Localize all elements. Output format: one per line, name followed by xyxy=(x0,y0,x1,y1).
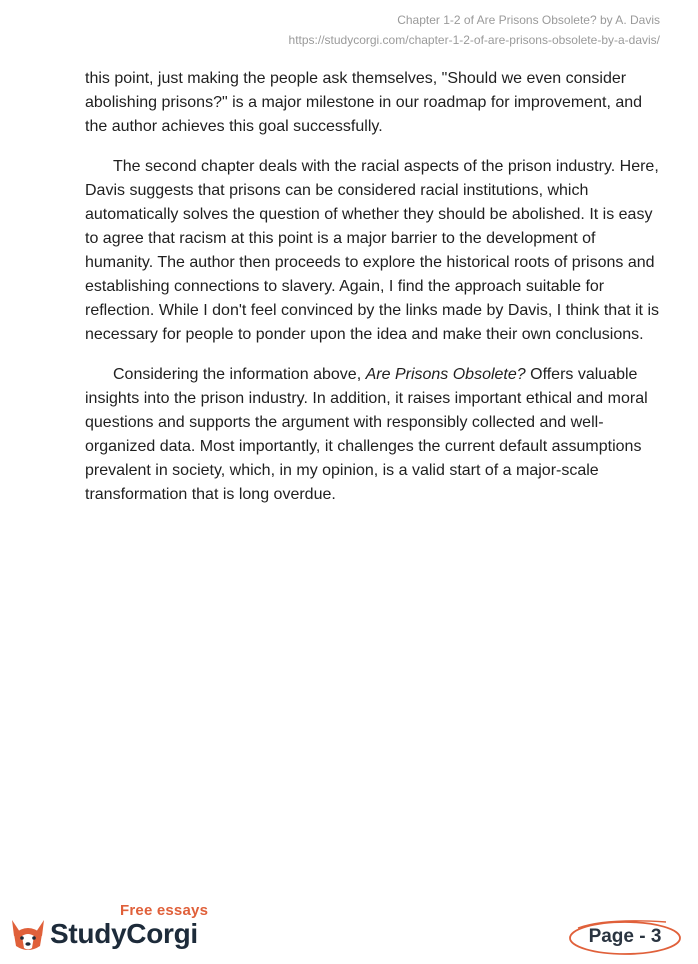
source-url[interactable]: https://studycorgi.com/chapter-1-2-of-are-prisons-obsolete-by-a-davis/ xyxy=(288,33,660,47)
studycorgi-logo[interactable] xyxy=(8,902,238,958)
document-title: Chapter 1-2 of Are Prisons Obsolete? by A. Davis xyxy=(397,13,660,27)
essay-body xyxy=(85,67,665,523)
corgi-icon xyxy=(8,914,48,954)
page-number-label: Page - 3 xyxy=(588,926,662,947)
book-title-italic: Are Prisons Obsolete? xyxy=(365,366,526,383)
page-header xyxy=(289,10,660,50)
brand-name: StudyCorgi xyxy=(50,918,198,949)
paragraph-3-rest: Offers valuable insights into the prison industry. In addition, it raises important ethical and moral questions and supports the argument with responsibly collected and well-organized data. Most importantly, it challenges the current default assumptions prevalent in society, which, in my opinion, is a valid start of a major-scale transformation that is long overdue. xyxy=(85,366,648,503)
free-essays-tagline: Free essays xyxy=(120,902,209,919)
paragraph-3-start: Considering the information above, xyxy=(113,366,366,383)
page-indicator xyxy=(566,918,684,958)
paragraph-2: The second chapter deals with the racial aspects of the prison industry. Here, Davis suggests that prisons can be considered racial institutions, which automatically solves the question of whether they should be abolished. It is easy to agree that racism at this point is a major barrier to the development of humanity. The author then proceeds to explore the historical roots of prisons and establishing connections to slavery. Again, I find the approach suitable for reflection. While I don't feel convinced by the links made by Davis, I think that it is necessary for people to ponder upon the idea and make their own conclusions. xyxy=(85,158,659,343)
paragraph-1: this point, just making the people ask themselves, "Should we even consider abolishing prisons?" is a major milestone in our roadmap for improvement, and the author achieves this goal successfully. xyxy=(85,70,643,135)
paragraph-3 xyxy=(85,363,665,507)
